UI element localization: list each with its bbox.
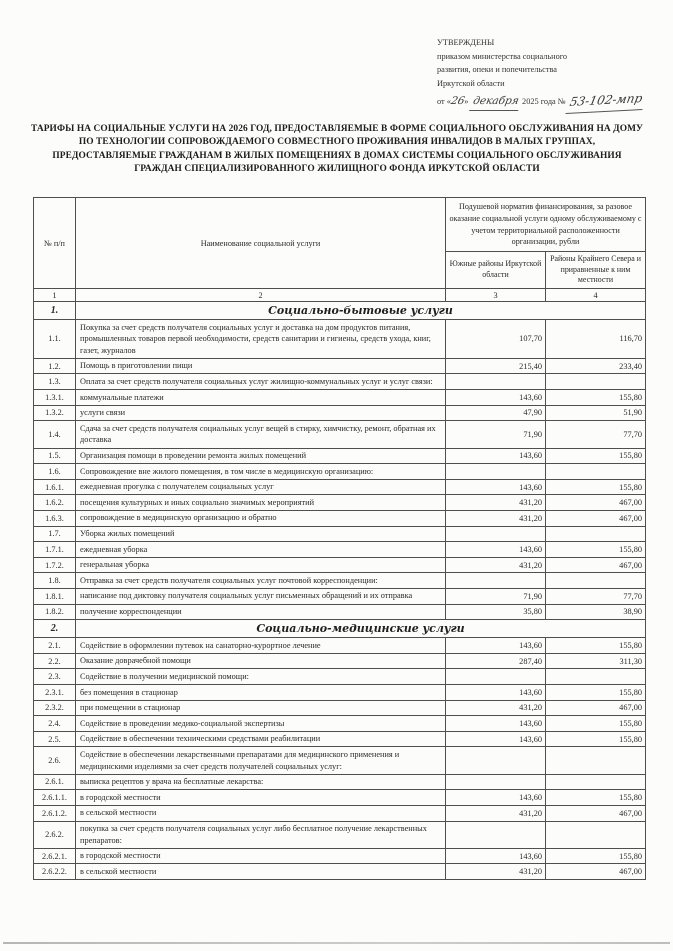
table-row	[34, 358, 646, 374]
row-price-north: 77,70	[546, 588, 646, 604]
row-service-name: коммунальные платежи	[76, 390, 446, 406]
approval-line-ministry: приказом министерства социального	[437, 51, 568, 61]
order-date-day-handwritten: 26	[449, 94, 466, 107]
row-price-north	[546, 821, 646, 848]
row-number: 1.3.	[34, 374, 76, 390]
row-service-name: Сдача за счет средств получателя социальных услуг вещей в стирку, химчистку, ремонт, обратная их доставка	[76, 421, 446, 448]
scan-page-edge-line	[3, 942, 670, 944]
section-row	[34, 620, 646, 638]
table-row	[34, 604, 646, 620]
column-number-3: 3	[446, 289, 546, 302]
row-price-north: 38,90	[546, 604, 646, 620]
row-price-north: 155,80	[546, 390, 646, 406]
table-row	[34, 320, 646, 359]
row-number: 1.3.2.	[34, 405, 76, 421]
approval-line-approved: УТВЕРЖДЕНЫ	[437, 38, 495, 47]
order-date-month-handwritten: декабря	[469, 93, 522, 111]
column-number-1: 1	[34, 289, 76, 302]
row-price-south: 143,60	[446, 479, 546, 495]
row-price-north: 233,40	[546, 358, 646, 374]
row-price-north	[546, 374, 646, 390]
row-number: 1.1.	[34, 320, 76, 359]
section-number: 1.	[34, 302, 76, 320]
row-number: 2.1.	[34, 638, 76, 654]
row-service-name: в городской местности	[76, 790, 446, 806]
approval-line-department: развития, опеки и попечительства	[437, 65, 557, 75]
row-number: 1.7.2.	[34, 557, 76, 573]
table-row	[34, 805, 646, 821]
column-number-2: 2	[76, 289, 446, 302]
row-number: 1.8.	[34, 573, 76, 589]
row-price-south: 431,20	[446, 495, 546, 511]
row-number: 2.3.	[34, 669, 76, 685]
row-price-north	[546, 774, 646, 790]
row-number: 2.3.1.	[34, 685, 76, 701]
row-service-name: Покупка за счет средств получателя социальных услуг и доставка на дом продуктов питания, промышленных товаров первой необходимости, средств санитарии и гигиены, средств ухода, книг, газет, журналов	[76, 320, 446, 359]
row-price-north: 155,80	[546, 716, 646, 732]
row-price-north: 467,00	[546, 805, 646, 821]
row-number: 1.7.1.	[34, 542, 76, 558]
row-price-south: 143,60	[446, 542, 546, 558]
row-number: 1.4.	[34, 421, 76, 448]
row-service-name: Содействие в получении медицинской помощи:	[76, 669, 446, 685]
row-price-north: 155,80	[546, 848, 646, 864]
row-price-south: 431,20	[446, 700, 546, 716]
row-service-name: ежедневная уборка	[76, 542, 446, 558]
row-price-south: 35,80	[446, 604, 546, 620]
row-service-name: Уборка жилых помещений	[76, 526, 446, 542]
row-number: 2.6.2.2.	[34, 864, 76, 880]
row-price-south: 431,20	[446, 864, 546, 880]
row-service-name: Сопровождение вне жилого помещения, в том числе в медицинскую организацию:	[76, 464, 446, 480]
row-number: 2.6.1.2.	[34, 805, 76, 821]
row-price-north: 155,80	[546, 790, 646, 806]
order-date-line	[437, 91, 669, 112]
row-service-name: сопровождение в медицинскую организацию и обратно	[76, 510, 446, 526]
col-header-service-name: Наименование социальной услуги	[76, 198, 446, 289]
row-service-name: посещения культурных и иных социально значимых мероприятий	[76, 495, 446, 511]
row-price-north: 311,30	[546, 653, 646, 669]
row-service-name: покупка за счет средств получателя социальных услуг либо бесплатное получение лекарственных препаратов:	[76, 821, 446, 848]
row-price-north: 155,80	[546, 542, 646, 558]
row-number: 2.6.2.1.	[34, 848, 76, 864]
table-row	[34, 700, 646, 716]
row-price-north: 467,00	[546, 495, 646, 511]
row-price-south: 107,70	[446, 320, 546, 359]
row-number: 2.6.	[34, 747, 76, 774]
approval-stamp	[437, 36, 669, 112]
row-price-south: 143,60	[446, 390, 546, 406]
table-row	[34, 774, 646, 790]
row-price-north: 51,90	[546, 405, 646, 421]
section-number: 2.	[34, 620, 76, 638]
row-service-name: получение корреспонденции	[76, 604, 446, 620]
col-header-row-number: № п/п	[34, 198, 76, 289]
table-row	[34, 374, 646, 390]
row-price-south	[446, 374, 546, 390]
row-price-south	[446, 669, 546, 685]
row-number: 1.8.1.	[34, 588, 76, 604]
row-price-north: 155,80	[546, 448, 646, 464]
row-service-name: написание под диктовку получателя социальных услуг письменных обращений и их отправка	[76, 588, 446, 604]
row-price-south	[446, 821, 546, 848]
table-row	[34, 464, 646, 480]
row-price-north: 155,80	[546, 731, 646, 747]
row-price-north	[546, 669, 646, 685]
table-row	[34, 790, 646, 806]
table-row	[34, 669, 646, 685]
row-number: 1.6.3.	[34, 510, 76, 526]
row-service-name: Содействие в проведении медико-социальной экспертизы	[76, 716, 446, 732]
col-header-far-north-districts: Районы Крайнего Севера и приравненные к ним местности	[546, 252, 646, 289]
row-price-north	[546, 573, 646, 589]
row-price-north: 155,80	[546, 685, 646, 701]
table-row	[34, 821, 646, 848]
table-row	[34, 526, 646, 542]
column-numbering-row	[34, 289, 646, 302]
table-row	[34, 864, 646, 880]
document-title: ТАРИФЫ НА СОЦИАЛЬНЫЕ УСЛУГИ НА 2026 ГОД, ПРЕДОСТАВЛЯЕМЫЕ В ФОРМЕ СОЦИАЛЬНОГО ОБСЛУЖИВАНИЯ НА ДОМУ ПО ТЕХНОЛОГИИ СОПРОВОЖДАЕМОГО СОВМЕСТНОГО ПРОЖИВАНИЯ ИНВАЛИДОВ В МАЛЫХ ГРУППАХ, ПРЕДОСТАВЛЯЕМЫЕ ГРАЖДАНАМ В ЖИЛЫХ ПОМЕЩЕНИЯХ В ДОМАХ СИСТЕМЫ СОЦИАЛЬНОГО ОБСЛУЖИВАНИЯ ГРАЖДАН СПЕЦИАЛИЗИРОВАННОГО ЖИЛИЩНОГО ФОНДА ИРКУТСКОЙ ОБЛАСТИ	[30, 124, 644, 175]
section-row	[34, 302, 646, 320]
approval-line-region: Иркутской области	[437, 79, 505, 89]
row-price-south: 143,60	[446, 716, 546, 732]
row-price-north	[546, 464, 646, 480]
row-service-name: Оплата за счет средств получателя социальных услуг жилищно-коммунальных услуг и услуг связи:	[76, 374, 446, 390]
row-service-name: услуги связи	[76, 405, 446, 421]
table-row	[34, 653, 646, 669]
table-row	[34, 479, 646, 495]
row-price-north: 467,00	[546, 700, 646, 716]
table-row	[34, 638, 646, 654]
row-price-north	[546, 747, 646, 774]
table-row	[34, 510, 646, 526]
row-service-name: Помощь в приготовлении пищи	[76, 358, 446, 374]
row-number: 1.8.2.	[34, 604, 76, 620]
table-body	[34, 302, 646, 880]
table-row	[34, 588, 646, 604]
row-price-north	[546, 526, 646, 542]
tariff-table	[33, 197, 646, 880]
order-date-year: 2025 года №	[519, 96, 568, 106]
row-number: 2.4.	[34, 716, 76, 732]
order-date-separator: »	[464, 96, 471, 106]
table-row	[34, 542, 646, 558]
row-number: 2.3.2.	[34, 700, 76, 716]
row-price-north: 77,70	[546, 421, 646, 448]
row-number: 1.6.	[34, 464, 76, 480]
row-service-name: Оказание доврачебной помощи	[76, 653, 446, 669]
order-number-handwritten: 53-102-мпр	[565, 89, 646, 114]
row-price-north: 155,80	[546, 638, 646, 654]
row-price-south: 47,90	[446, 405, 546, 421]
row-number: 1.6.2.	[34, 495, 76, 511]
row-number: 2.6.1.1.	[34, 790, 76, 806]
row-price-south: 143,60	[446, 638, 546, 654]
row-service-name: Содействие в обеспечении техническими средствами реабилитации	[76, 731, 446, 747]
row-number: 1.6.1.	[34, 479, 76, 495]
row-number: 2.6.2.	[34, 821, 76, 848]
section-title: Социально-бытовые услуги	[76, 302, 646, 320]
section-title: Социально-медицинские услуги	[76, 620, 646, 638]
row-price-south: 215,40	[446, 358, 546, 374]
row-number: 1.5.	[34, 448, 76, 464]
row-number: 2.6.1.	[34, 774, 76, 790]
row-price-north: 467,00	[546, 557, 646, 573]
row-price-south: 143,60	[446, 790, 546, 806]
table-row	[34, 747, 646, 774]
row-service-name: Содействие в обеспечении лекарственными препаратами для медицинского применения и медицинскими изделиями за счет средств получателей социальных услуг:	[76, 747, 446, 774]
row-price-north: 155,80	[546, 479, 646, 495]
row-number: 2.5.	[34, 731, 76, 747]
row-price-south	[446, 464, 546, 480]
col-header-south-districts: Южные районы Иркутской области	[446, 252, 546, 289]
row-price-south: 287,40	[446, 653, 546, 669]
row-price-south	[446, 774, 546, 790]
row-price-south	[446, 526, 546, 542]
row-number: 1.3.1.	[34, 390, 76, 406]
row-price-north: 467,00	[546, 510, 646, 526]
table-row	[34, 557, 646, 573]
row-price-south: 143,60	[446, 685, 546, 701]
column-number-4: 4	[546, 289, 646, 302]
row-price-south: 143,60	[446, 448, 546, 464]
table-row	[34, 848, 646, 864]
table-row	[34, 390, 646, 406]
table-row	[34, 448, 646, 464]
row-service-name: в сельской местности	[76, 864, 446, 880]
row-price-south: 431,20	[446, 510, 546, 526]
row-price-south: 143,60	[446, 731, 546, 747]
table-row	[34, 495, 646, 511]
table-row	[34, 573, 646, 589]
order-date-prefix: от «	[437, 96, 451, 106]
row-service-name: ежедневная прогулка с получателем социальных услуг	[76, 479, 446, 495]
row-number: 2.2.	[34, 653, 76, 669]
table-row	[34, 731, 646, 747]
row-price-south	[446, 747, 546, 774]
row-service-name: Содействие в оформлении путевок на санаторно-курортное лечение	[76, 638, 446, 654]
row-number: 1.2.	[34, 358, 76, 374]
table-row	[34, 685, 646, 701]
row-price-south	[446, 573, 546, 589]
row-price-south: 143,60	[446, 848, 546, 864]
row-price-north: 116,70	[546, 320, 646, 359]
row-service-name: при помещении в стационар	[76, 700, 446, 716]
row-service-name: в городской местности	[76, 848, 446, 864]
table-row	[34, 405, 646, 421]
row-service-name: Отправка за счет средств получателя социальных услуг почтовой корреспонденции:	[76, 573, 446, 589]
row-service-name: генеральная уборка	[76, 557, 446, 573]
row-number: 1.7.	[34, 526, 76, 542]
row-price-north: 467,00	[546, 864, 646, 880]
row-price-south: 71,90	[446, 588, 546, 604]
row-price-south: 71,90	[446, 421, 546, 448]
table-row	[34, 716, 646, 732]
row-service-name: в сельской местности	[76, 805, 446, 821]
row-service-name: без помещения в стационар	[76, 685, 446, 701]
row-price-south: 431,20	[446, 557, 546, 573]
row-service-name: выписка рецептов у врача на бесплатные лекарства:	[76, 774, 446, 790]
row-service-name: Организация помощи в проведении ремонта жилых помещений	[76, 448, 446, 464]
table-row	[34, 421, 646, 448]
row-price-south: 431,20	[446, 805, 546, 821]
col-header-financing-norm-group: Подушевой норматив финансирования, за разовое оказание социальной услуги одному обслуживаемому с учетом территориальной расположенности организации, рубли	[446, 198, 646, 252]
